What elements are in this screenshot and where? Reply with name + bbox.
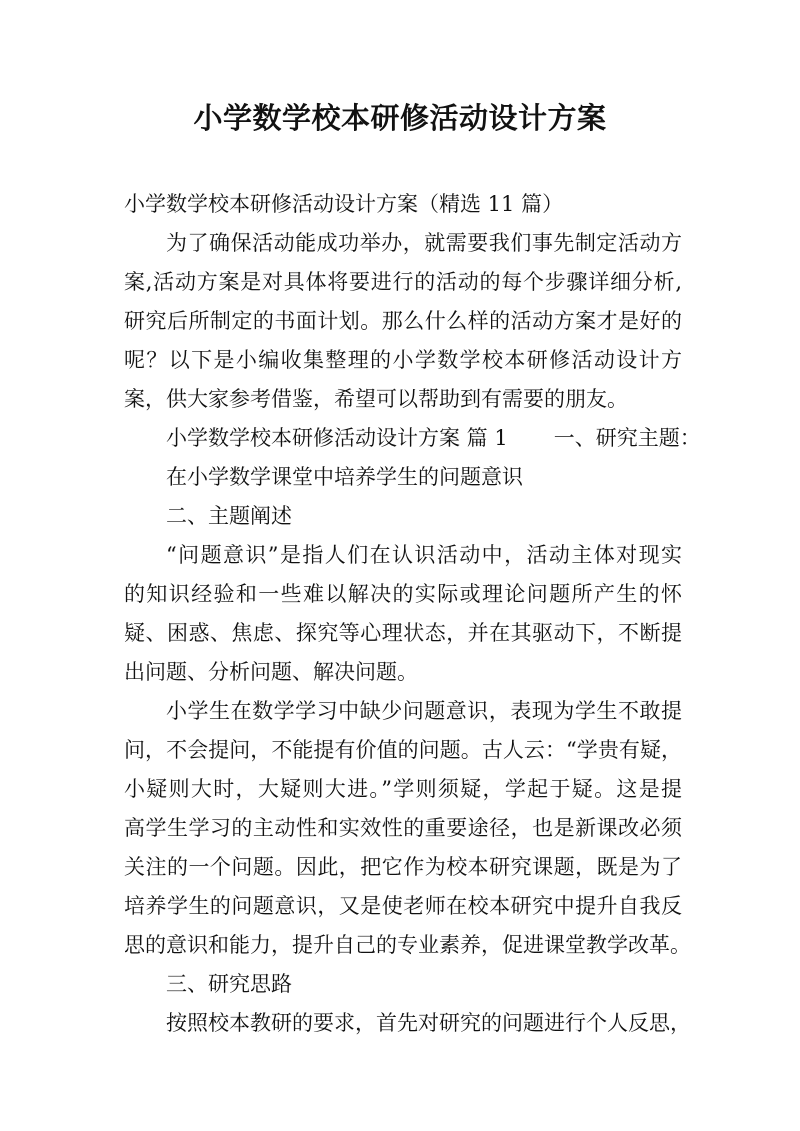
- paragraph-line: 疑、困惑、焦虑、探究等心理状态，并在其驱动下，不断提: [124, 621, 682, 645]
- paragraph-line: 案，供大家参考借鉴，希望可以帮助到有需要的朋友。: [124, 387, 628, 411]
- research-topic-heading: 一、研究主题：: [553, 426, 701, 450]
- section-heading: 三、研究思路: [166, 972, 292, 996]
- paragraph-line: 培养学生的问题意识，又是使老师在校本研究中提升自我反: [124, 894, 682, 918]
- paragraph-line: 的知识经验和一些难以解决的实际或理论问题所产生的怀: [124, 582, 682, 606]
- paragraph-line: 为了确保活动能成功举办，就需要我们事先制定活动方: [166, 231, 682, 255]
- paragraph-line: 高学生学习的主动性和实效性的重要途径，也是新课改必须: [124, 816, 682, 840]
- paragraph-line: 研究后所制定的书面计划。那么什么样的活动方案才是好的: [124, 309, 682, 333]
- paragraph-line: 出问题、分析问题、解决问题。: [124, 660, 418, 684]
- subtitle-line: 小学数学校本研修活动设计方案（精选 11 篇）: [124, 192, 564, 216]
- section-heading-line: [166, 423, 701, 453]
- paragraph-line: 问，不会提问，不能提有价值的问题。古人云：“学贵有疑，: [124, 738, 682, 762]
- paragraph-line: 思的意识和能力，提升自己的专业素养，促进课堂教学改革。: [124, 933, 691, 957]
- paragraph-line: 小疑则大时，大疑则大进。”学则须疑，学起于疑。这是提: [124, 777, 682, 801]
- document-title: 小学数学校本研修活动设计方案: [193, 101, 607, 135]
- paragraph-line: 按照校本教研的要求，首先对研究的问题进行个人反思，: [166, 1011, 691, 1035]
- paragraph-line: 关注的一个问题。因此，把它作为校本研究课题，既是为了: [124, 855, 682, 879]
- paragraph-line: “问题意识”是指人们在认识活动中，活动主体对现实: [166, 543, 682, 567]
- paragraph-line: 案,活动方案是对具体将要进行的活动的每个步骤详细分析,: [124, 270, 682, 294]
- paragraph-line: 呢？以下是小编收集整理的小学数学校本研修活动设计方: [124, 348, 682, 372]
- article-heading: 小学数学校本研修活动设计方案 篇 1: [166, 426, 508, 450]
- research-topic-text: 在小学数学课堂中培养学生的问题意识: [166, 465, 523, 489]
- paragraph-line: 小学生在数学学习中缺少问题意识，表现为学生不敢提: [166, 699, 682, 723]
- section-heading: 二、主题阐述: [166, 504, 292, 528]
